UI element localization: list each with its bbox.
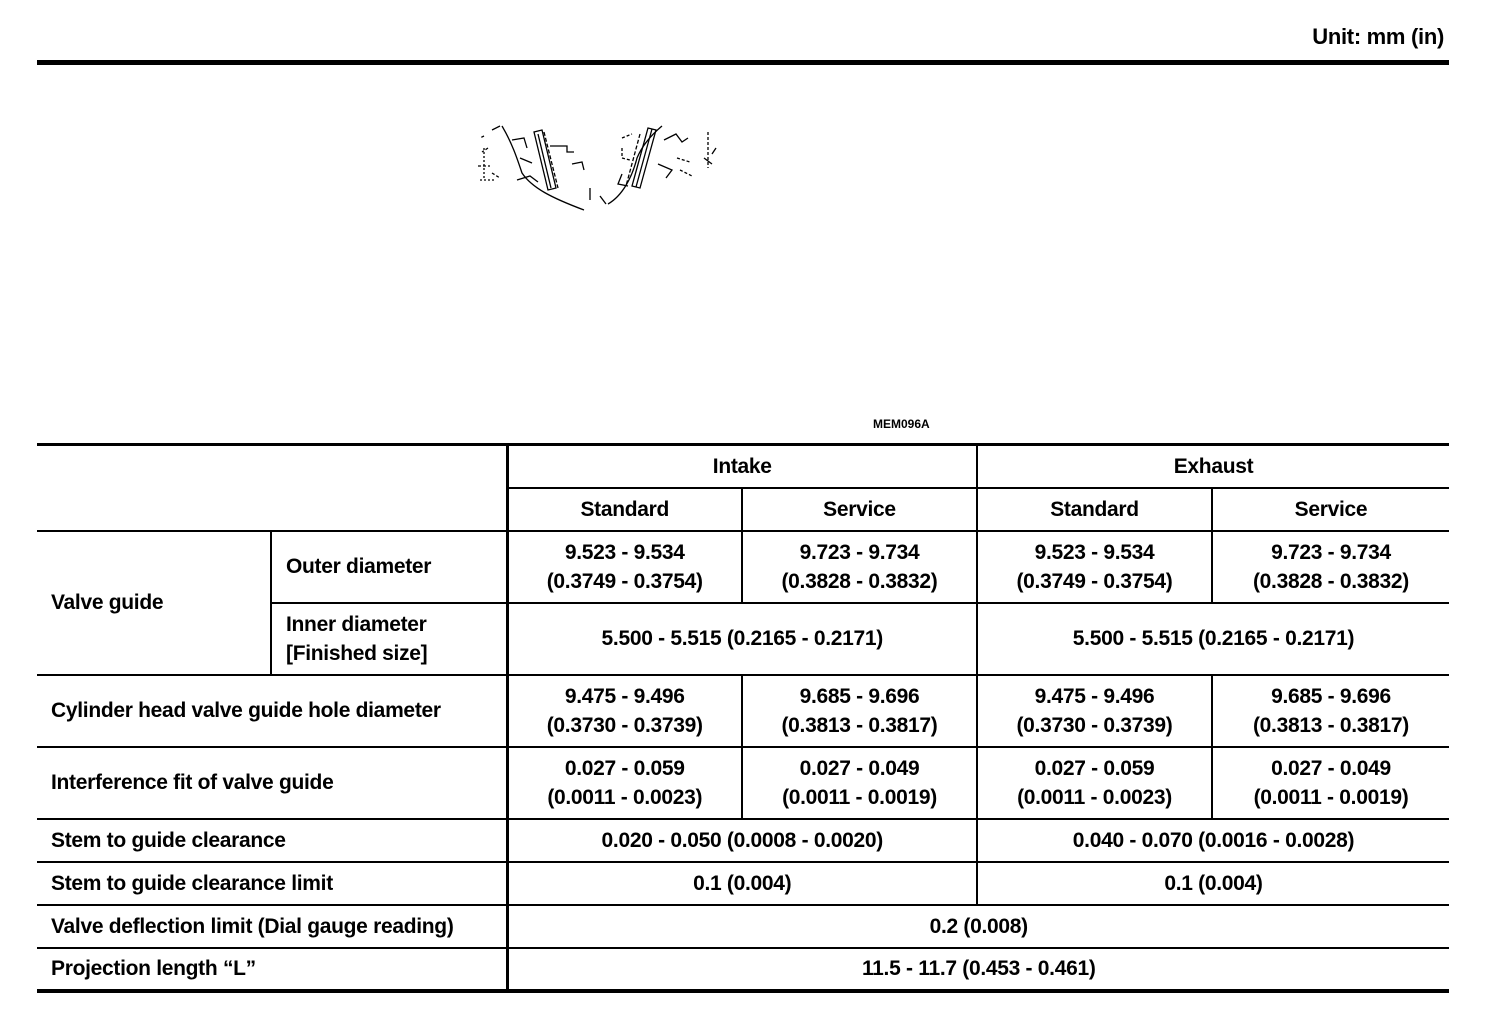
deflection-label: Valve deflection limit (Dial gauge reading): [37, 905, 507, 948]
hole-diameter-label: Cylinder head valve guide hole diameter: [37, 675, 507, 747]
exhaust-standard-header: Standard: [977, 488, 1212, 531]
clearance-label: Stem to guide clearance: [37, 819, 507, 862]
hole-intake-service: 9.685 - 9.696 (0.3813 - 0.3817): [742, 675, 977, 747]
inner-diameter-label: Inner diameter [Finished size]: [271, 603, 507, 675]
outer-exhaust-service: 9.723 - 9.734 (0.3828 - 0.3832): [1212, 531, 1449, 603]
inner-intake: 5.500 - 5.515 (0.2165 - 0.2171): [507, 603, 977, 675]
intake-standard-header: Standard: [507, 488, 742, 531]
table-row-clearance-limit: [37, 862, 1449, 905]
hole-exhaust-service: 9.685 - 9.696 (0.3813 - 0.3817): [1212, 675, 1449, 747]
interference-exhaust-standard: 0.027 - 0.059 (0.0011 - 0.0023): [977, 747, 1212, 819]
interference-label: Interference fit of valve guide: [37, 747, 507, 819]
projection-label: Projection length “L”: [37, 948, 507, 991]
clearance-limit-label: Stem to guide clearance limit: [37, 862, 507, 905]
table-row-outer-diameter: [37, 531, 1449, 603]
table-row-projection: [37, 948, 1449, 991]
outer-intake-service: 9.723 - 9.734 (0.3828 - 0.3832): [742, 531, 977, 603]
interference-exhaust-service: 0.027 - 0.049 (0.0011 - 0.0019): [1212, 747, 1449, 819]
clearance-exhaust: 0.040 - 0.070 (0.0016 - 0.0028): [977, 819, 1449, 862]
hole-exhaust-standard: 9.475 - 9.496 (0.3730 - 0.3739): [977, 675, 1212, 747]
table-row-hole-diameter: [37, 675, 1449, 747]
intake-header: Intake: [507, 445, 977, 488]
header-row-1: [37, 445, 1449, 488]
interference-intake-service: 0.027 - 0.049 (0.0011 - 0.0019): [742, 747, 977, 819]
outer-intake-standard: 9.523 - 9.534 (0.3749 - 0.3754): [507, 531, 742, 603]
clearance-limit-intake: 0.1 (0.004): [507, 862, 977, 905]
figure-code: MEM096A: [873, 417, 930, 431]
projection-value: 11.5 - 11.7 (0.453 - 0.461): [507, 948, 1449, 991]
clearance-limit-exhaust: 0.1 (0.004): [977, 862, 1449, 905]
interference-intake-standard: 0.027 - 0.059 (0.0011 - 0.0023): [507, 747, 742, 819]
top-rule: [37, 60, 1449, 65]
valve-guide-spec-table: [37, 443, 1449, 993]
exhaust-header: Exhaust: [977, 445, 1449, 488]
outer-diameter-label: Outer diameter: [271, 531, 507, 603]
table-row-clearance: [37, 819, 1449, 862]
deflection-value: 0.2 (0.008): [507, 905, 1449, 948]
intake-service-header: Service: [742, 488, 977, 531]
blank-header-cell: [37, 445, 507, 531]
clearance-intake: 0.020 - 0.050 (0.0008 - 0.0020): [507, 819, 977, 862]
inner-exhaust: 5.500 - 5.515 (0.2165 - 0.2171): [977, 603, 1449, 675]
table-row-interference-fit: [37, 747, 1449, 819]
valve-guide-label: Valve guide: [37, 531, 271, 675]
valve-guide-illustration: [472, 118, 722, 218]
hole-intake-standard: 9.475 - 9.496 (0.3730 - 0.3739): [507, 675, 742, 747]
unit-label: Unit: mm (in): [1312, 24, 1444, 49]
exhaust-service-header: Service: [1212, 488, 1449, 531]
table-row-deflection: [37, 905, 1449, 948]
outer-exhaust-standard: 9.523 - 9.534 (0.3749 - 0.3754): [977, 531, 1212, 603]
